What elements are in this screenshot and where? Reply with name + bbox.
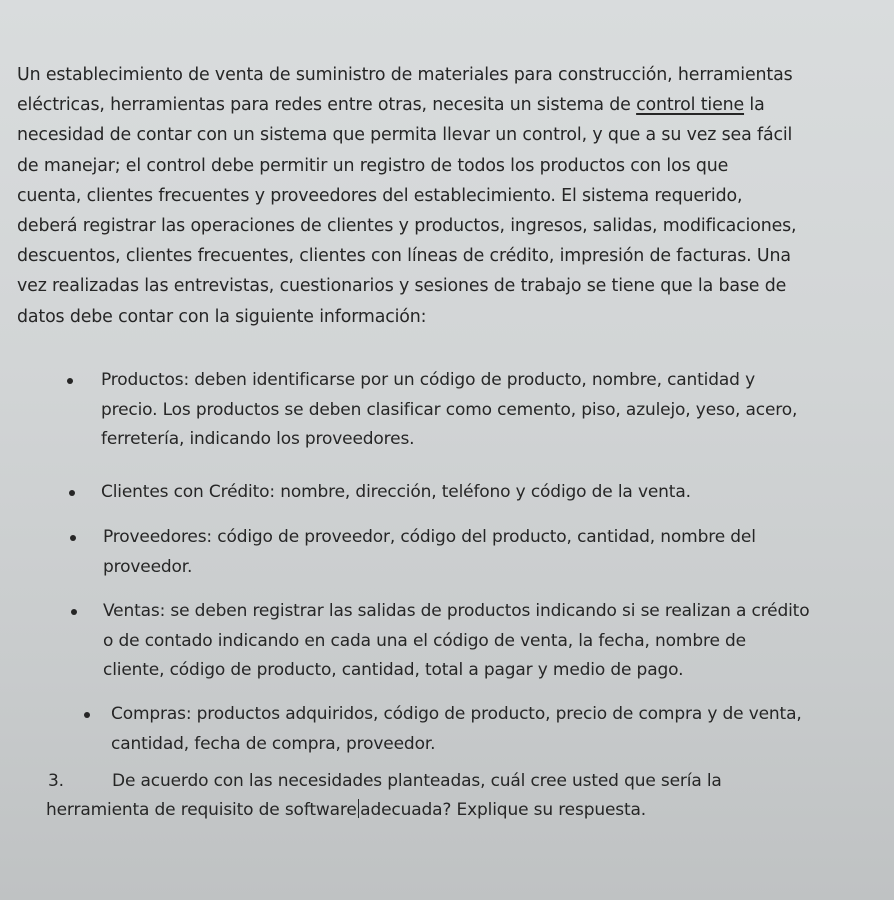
question-text-after-cursor: adecuada? Explique su respuesta.	[360, 800, 647, 820]
intro-underlined-text: control tiene	[636, 95, 745, 116]
question-text-line1: De acuerdo con las necesidades planteadas, cuál cree usted que sería la	[112, 771, 722, 791]
intro-text-part1: Un establecimiento de venta de suministro de materiales para construcción, herramientas eléctricas, herramientas para redes entre otras, necesita un sistema de	[17, 65, 793, 116]
bullet-dot-icon	[84, 712, 90, 718]
list-item-text: Proveedores: código de proveedor, código del producto, cantidad, nombre del proveedor.	[103, 527, 756, 577]
text-cursor-icon	[358, 799, 360, 818]
intro-paragraph	[17, 60, 877, 332]
bullet-dot-icon	[67, 378, 73, 384]
bullet-dot-icon	[70, 535, 76, 541]
question-text-before-cursor: herramienta de requisito de software	[46, 800, 357, 820]
list-item-text: Clientes con Crédito: nombre, dirección, teléfono y código de la venta.	[101, 482, 691, 502]
list-item-text: Compras: productos adquiridos, código de producto, precio de compra y de venta, cantidad, fecha de compra, proveedor.	[111, 704, 802, 754]
list-item-text: Ventas: se deben registrar las salidas de productos indicando si se realizan a crédito o de contado indicando en cada una el código de venta, la fecha, nombre de cliente, código de producto, cantidad, total a pagar y medio de pago.	[103, 601, 810, 680]
intro-text-part2: la necesidad de contar con un sistema que permita llevar un control, y que a su vez sea fácil de manejar; el control debe permitir un registro de todos los productos con los que cuenta, clientes frecuentes y proveedores del establecimiento. El sistema requerido, deberá registrar las operaciones de clientes y productos, ingresos, salidas, modificaciones, descuentos, clientes frecuentes, clientes con líneas de crédito, impresión de facturas. Una vez realizadas las entrevistas, cuestionarios y sesiones de trabajo se tiene que la base de datos debe contar con la siguiente información:	[17, 95, 797, 327]
question-number: 3.	[48, 771, 64, 791]
list-item-text: Productos: deben identificarse por un código de producto, nombre, cantidad y precio. Los productos se deben clasificar como cemento, piso, azulejo, yeso, acero, ferretería, indicando los proveedores.	[101, 370, 798, 449]
bullet-dot-icon	[69, 490, 75, 496]
question-text-line2	[46, 796, 646, 825]
bullet-dot-icon	[71, 609, 77, 615]
